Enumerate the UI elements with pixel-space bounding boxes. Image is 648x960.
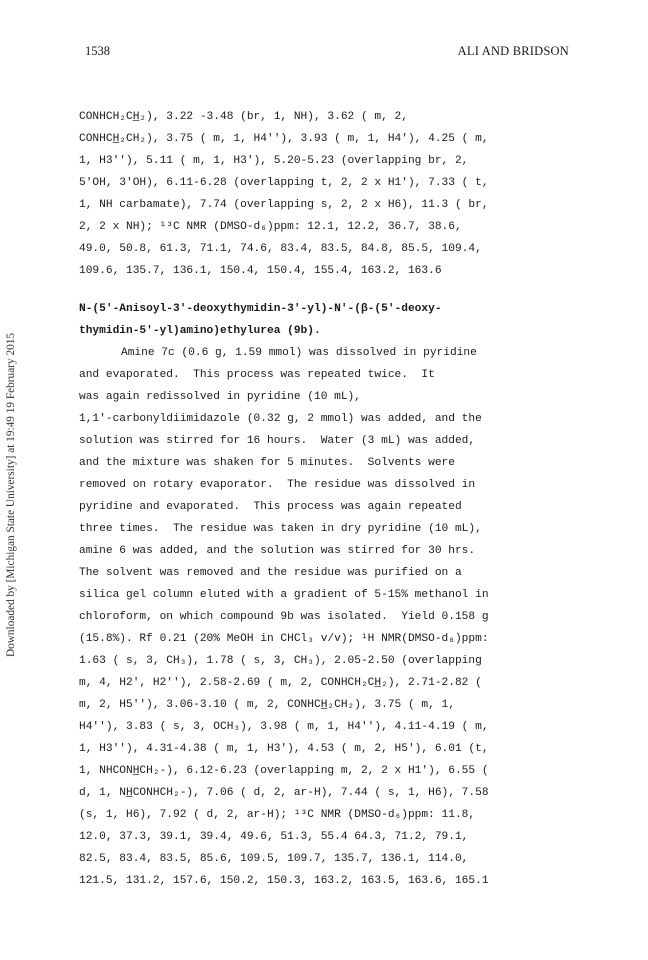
text-line: 1.63 ( s, 3, CH₃), 1.78 ( s, 3, CH₃), 2.05-2.50 (overlapping [79,655,482,667]
download-watermark [2,325,20,665]
text-line: 1, H3''), 4.31-4.38 ( m, 1, H3'), 4.53 ( m, 2, H5'), 6.01 (t, [79,743,489,755]
text-line: m, 4, H2', H2''), 2.58-2.69 ( m, 2, CONHCH₂CH̲₂), 2.71-2.82 ( [79,677,482,689]
text-line: 49.0, 50.8, 61.3, 71.1, 74.6, 83.4, 83.5, 84.8, 85.5, 109.4, [79,243,482,255]
text-line: Amine 7c (0.6 g, 1.59 mmol) was dissolved in pyridine [121,347,477,359]
text-line: 82.5, 83.4, 83.5, 85.6, 109.5, 109.7, 135.7, 136.1, 114.0, [79,853,469,865]
text-line: removed on rotary evaporator. The residue was dissolved in [79,479,476,491]
text-line: (15.8%). Rf 0.21 (20% MeOH in CHCl₃ v/v); ¹H NMR(DMSO-d₆)ppm: [79,633,489,645]
heading-line: thymidin-5'-yl)amino)ethylurea (9b). [79,325,321,337]
text-line: three times. The residue was taken in dry pyridine (10 mL), [79,523,482,535]
text-line: 109.6, 135.7, 136.1, 150.4, 150.4, 155.4, 163.2, 163.6 [79,265,442,277]
text-line: 5'OH, 3'OH), 6.11-6.28 (overlapping t, 2, 2 x H1'), 7.33 ( t, [79,177,489,189]
synthesis-procedure-paragraph [79,342,579,892]
text-line: H4''), 3.83 ( s, 3, OCH₃), 3.98 ( m, 1, H4''), 4.11-4.19 ( m, [79,721,489,733]
text-line: and the mixture was shaken for 5 minutes. Solvents were [79,457,455,469]
heading-line: N-(5'-Anisoyl-3'-deoxythymidin-3'-yl)-N'-(β-(5'-deoxy- [79,303,442,315]
running-head: ALI AND BRIDSON [457,44,569,58]
text-line: 12.0, 37.3, 39.1, 39.4, 49.6, 51.3, 55.4 64.3, 71.2, 79.1, [79,831,469,843]
text-line: amine 6 was added, and the solution was stirred for 30 hrs. [79,545,476,557]
text-line: 1, NHCONH̲CH₂-), 6.12-6.23 (overlapping m, 2, 2 x H1'), 6.55 ( [79,765,489,777]
page-number: 1538 [85,44,110,58]
text-line: 1, NH carbamate), 7.74 (overlapping s, 2, 2 x H6), 11.3 ( br, [79,199,489,211]
text-line: 121.5, 131.2, 157.6, 150.2, 150.3, 163.2, 163.5, 163.6, 165.1 [79,875,489,887]
text-line: d, 1, NH̲CONHCH₂-), 7.06 ( d, 2, ar-H), 7.44 ( s, 1, H6), 7.58 [79,787,489,799]
text-line: pyridine and evaporated. This process was again repeated [79,501,462,513]
nmr-data-paragraph [79,106,579,282]
text-line: solution was stirred for 16 hours. Water (3 mL) was added, [79,435,476,447]
text-line: (s, 1, H6), 7.92 ( d, 2, ar-H); ¹³C NMR (DMSO-d₆)ppm: 11.8, [79,809,476,821]
text-line: silica gel column eluted with a gradient of 5-15% methanol in [79,589,489,601]
paragraph-gap [79,282,579,298]
text-line: The solvent was removed and the residue was purified on a [79,567,462,579]
text-line: m, 2, H5''), 3.06-3.10 ( m, 2, CONHCH̲₂CH₂), 3.75 ( m, 1, [79,699,455,711]
text-line: and evaporated. This process was repeated twice. It [79,369,435,381]
text-line: 1,1'-carbonyldiimidazole (0.32 g, 2 mmol) was added, and the [79,413,482,425]
text-line: chloroform, on which compound 9b was isolated. Yield 0.158 g [79,611,489,623]
text-line: 2, 2 x NH); ¹³C NMR (DMSO-d₆)ppm: 12.1, 12.2, 36.7, 38.6, [79,221,462,233]
text-line: was again redissolved in pyridine (10 mL), [79,391,361,403]
text-line: CONHCH₂CH̲₂), 3.22 -3.48 (br, 1, NH), 3.62 ( m, 2, [79,111,408,123]
article-body [79,106,579,892]
download-watermark-text: Downloaded by [Michigan State University] at 19:49 19 February 2015 [5,332,17,658]
text-line: CONHCH̲₂CH₂), 3.75 ( m, 1, H4''), 3.93 ( m, 1, H4'), 4.25 ( m, [79,133,489,145]
compound-heading [79,298,579,342]
text-line: 1, H3''), 5.11 ( m, 1, H3'), 5.20-5.23 (overlapping br, 2, [79,155,469,167]
